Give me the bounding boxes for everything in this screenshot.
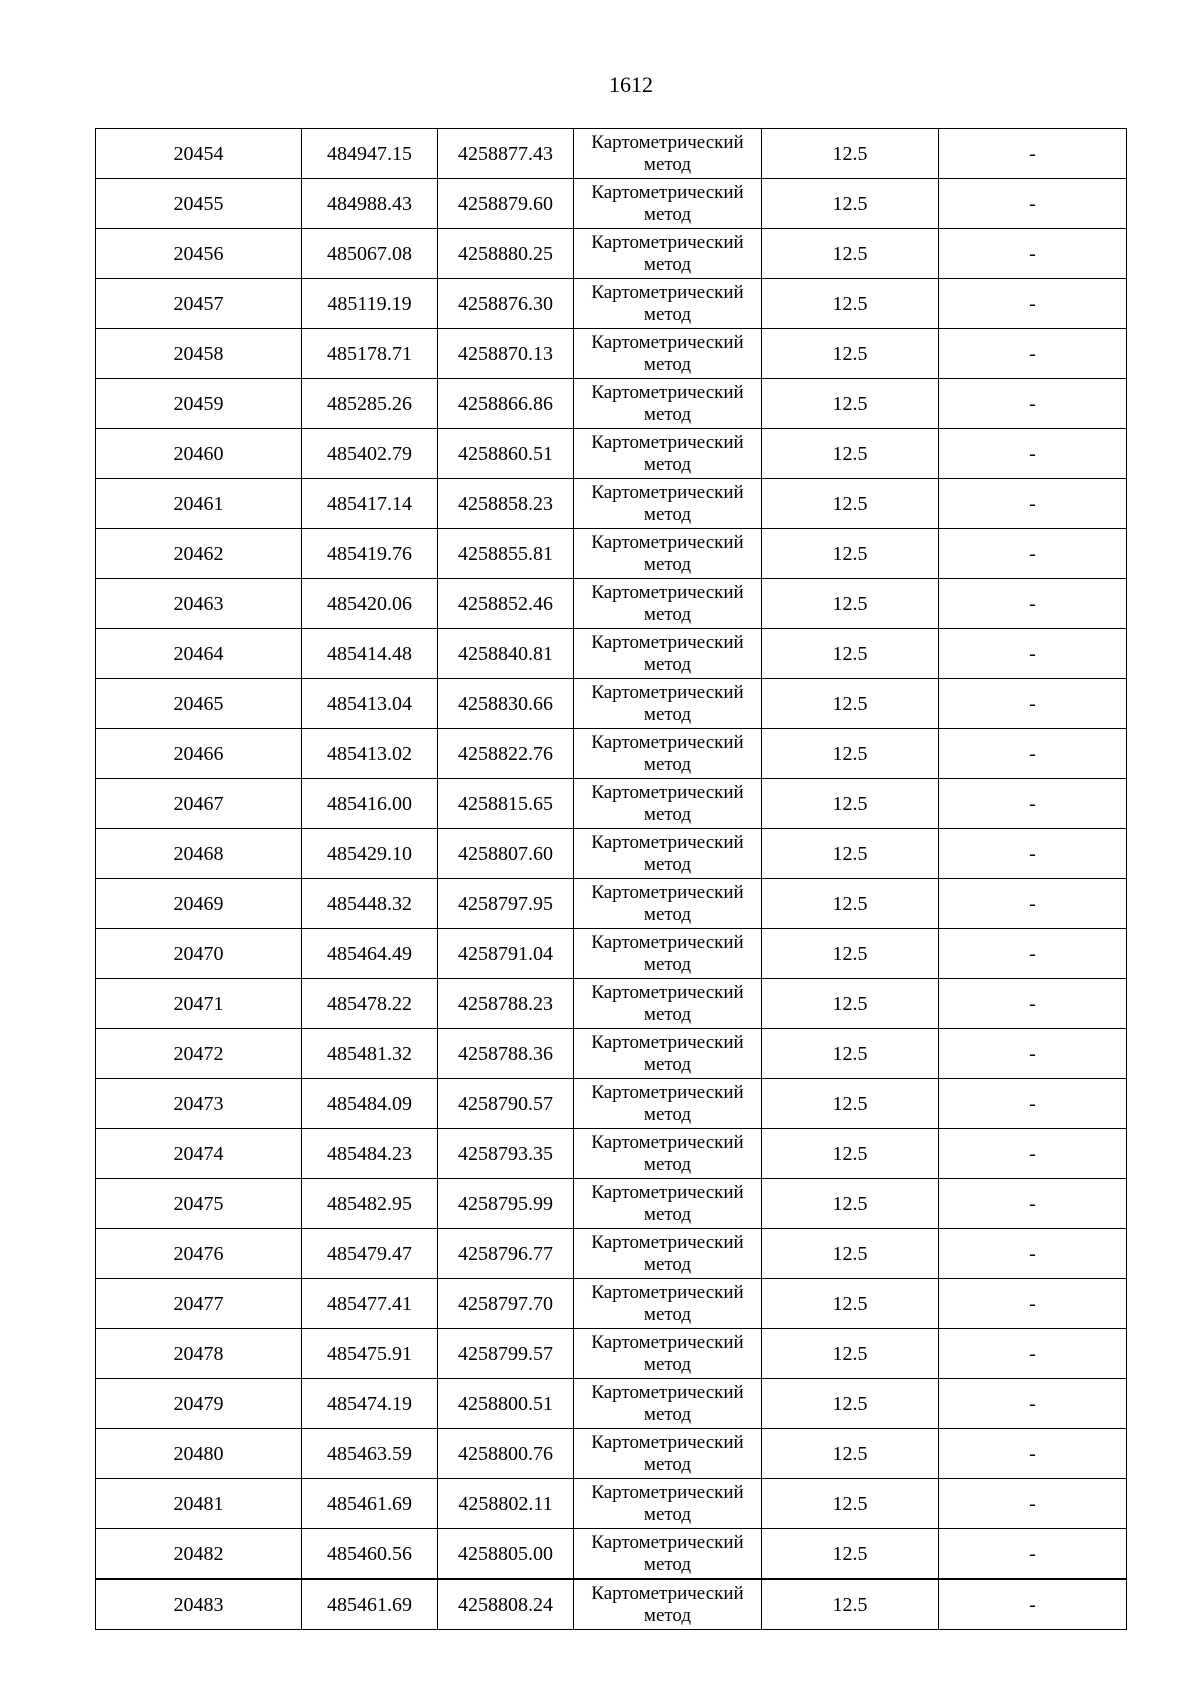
point-number-cell: 20470 — [96, 929, 302, 979]
note-cell: - — [939, 1479, 1127, 1529]
x-coordinate-cell: 485484.23 — [302, 1129, 438, 1179]
table-row — [96, 1329, 1127, 1379]
y-coordinate-cell: 4258800.51 — [438, 1379, 574, 1429]
y-coordinate-cell: 4258790.57 — [438, 1079, 574, 1129]
table-row — [96, 729, 1127, 779]
accuracy-cell: 12.5 — [762, 1229, 939, 1279]
method-cell: Картометрический метод — [574, 479, 762, 529]
accuracy-cell: 12.5 — [762, 1579, 939, 1630]
y-coordinate-cell: 4258805.00 — [438, 1529, 574, 1580]
note-cell: - — [939, 1529, 1127, 1580]
note-cell: - — [939, 929, 1127, 979]
y-coordinate-cell: 4258858.23 — [438, 479, 574, 529]
method-cell: Картометрический метод — [574, 379, 762, 429]
accuracy-cell: 12.5 — [762, 429, 939, 479]
accuracy-cell: 12.5 — [762, 1179, 939, 1229]
y-coordinate-cell: 4258788.36 — [438, 1029, 574, 1079]
note-cell: - — [939, 979, 1127, 1029]
table-row — [96, 779, 1127, 829]
method-cell: Картометрический метод — [574, 1129, 762, 1179]
note-cell: - — [939, 879, 1127, 929]
note-cell: - — [939, 629, 1127, 679]
note-cell: - — [939, 479, 1127, 529]
table-row — [96, 879, 1127, 929]
table-row — [96, 429, 1127, 479]
table-row — [96, 329, 1127, 379]
x-coordinate-cell: 485119.19 — [302, 279, 438, 329]
method-cell: Картометрический метод — [574, 1279, 762, 1329]
note-cell: - — [939, 1029, 1127, 1079]
point-number-cell: 20481 — [96, 1479, 302, 1529]
point-number-cell: 20469 — [96, 879, 302, 929]
table-row — [96, 929, 1127, 979]
y-coordinate-cell: 4258802.11 — [438, 1479, 574, 1529]
method-cell: Картометрический метод — [574, 279, 762, 329]
y-coordinate-cell: 4258840.81 — [438, 629, 574, 679]
note-cell: - — [939, 1279, 1127, 1329]
y-coordinate-cell: 4258877.43 — [438, 129, 574, 179]
method-cell: Картометрический метод — [574, 429, 762, 479]
x-coordinate-cell: 485481.32 — [302, 1029, 438, 1079]
point-number-cell: 20454 — [96, 129, 302, 179]
x-coordinate-cell: 485464.49 — [302, 929, 438, 979]
x-coordinate-cell: 485461.69 — [302, 1479, 438, 1529]
accuracy-cell: 12.5 — [762, 779, 939, 829]
y-coordinate-cell: 4258808.24 — [438, 1579, 574, 1630]
accuracy-cell: 12.5 — [762, 1479, 939, 1529]
y-coordinate-cell: 4258815.65 — [438, 779, 574, 829]
table-row — [96, 579, 1127, 629]
note-cell: - — [939, 379, 1127, 429]
y-coordinate-cell: 4258788.23 — [438, 979, 574, 1029]
point-number-cell: 20463 — [96, 579, 302, 629]
y-coordinate-cell: 4258879.60 — [438, 179, 574, 229]
table-row — [96, 129, 1127, 179]
x-coordinate-cell: 485429.10 — [302, 829, 438, 879]
point-number-cell: 20455 — [96, 179, 302, 229]
x-coordinate-cell: 485413.02 — [302, 729, 438, 779]
accuracy-cell: 12.5 — [762, 1279, 939, 1329]
method-cell: Картометрический метод — [574, 1529, 762, 1580]
accuracy-cell: 12.5 — [762, 979, 939, 1029]
y-coordinate-cell: 4258880.25 — [438, 229, 574, 279]
y-coordinate-cell: 4258799.57 — [438, 1329, 574, 1379]
table-row — [96, 229, 1127, 279]
x-coordinate-cell: 485402.79 — [302, 429, 438, 479]
accuracy-cell: 12.5 — [762, 1529, 939, 1580]
y-coordinate-cell: 4258830.66 — [438, 679, 574, 729]
method-cell: Картометрический метод — [574, 1429, 762, 1479]
point-number-cell: 20475 — [96, 1179, 302, 1229]
accuracy-cell: 12.5 — [762, 829, 939, 879]
x-coordinate-cell: 485416.00 — [302, 779, 438, 829]
table-row — [96, 629, 1127, 679]
table-row — [96, 1429, 1127, 1479]
x-coordinate-cell: 485461.69 — [302, 1579, 438, 1630]
note-cell: - — [939, 829, 1127, 879]
y-coordinate-cell: 4258860.51 — [438, 429, 574, 479]
accuracy-cell: 12.5 — [762, 929, 939, 979]
table-row — [96, 1279, 1127, 1329]
y-coordinate-cell: 4258793.35 — [438, 1129, 574, 1179]
table-body — [96, 129, 1127, 1630]
x-coordinate-cell: 485460.56 — [302, 1529, 438, 1580]
point-number-cell: 20467 — [96, 779, 302, 829]
accuracy-cell: 12.5 — [762, 1329, 939, 1379]
table-row — [96, 1079, 1127, 1129]
x-coordinate-cell: 485413.04 — [302, 679, 438, 729]
x-coordinate-cell: 485478.22 — [302, 979, 438, 1029]
accuracy-cell: 12.5 — [762, 479, 939, 529]
accuracy-cell: 12.5 — [762, 279, 939, 329]
method-cell: Картометрический метод — [574, 679, 762, 729]
method-cell: Картометрический метод — [574, 1079, 762, 1129]
method-cell: Картометрический метод — [574, 1479, 762, 1529]
method-cell: Картометрический метод — [574, 329, 762, 379]
point-number-cell: 20473 — [96, 1079, 302, 1129]
method-cell: Картометрический метод — [574, 529, 762, 579]
point-number-cell: 20482 — [96, 1529, 302, 1580]
accuracy-cell: 12.5 — [762, 379, 939, 429]
coordinates-table — [95, 128, 1127, 1630]
y-coordinate-cell: 4258797.95 — [438, 879, 574, 929]
point-number-cell: 20479 — [96, 1379, 302, 1429]
note-cell: - — [939, 1079, 1127, 1129]
y-coordinate-cell: 4258797.70 — [438, 1279, 574, 1329]
point-number-cell: 20476 — [96, 1229, 302, 1279]
point-number-cell: 20462 — [96, 529, 302, 579]
x-coordinate-cell: 485477.41 — [302, 1279, 438, 1329]
table-row — [96, 479, 1127, 529]
method-cell: Картометрический метод — [574, 629, 762, 679]
table-row — [96, 1229, 1127, 1279]
x-coordinate-cell: 485463.59 — [302, 1429, 438, 1479]
point-number-cell: 20457 — [96, 279, 302, 329]
method-cell: Картометрический метод — [574, 579, 762, 629]
y-coordinate-cell: 4258870.13 — [438, 329, 574, 379]
method-cell: Картометрический метод — [574, 879, 762, 929]
accuracy-cell: 12.5 — [762, 229, 939, 279]
y-coordinate-cell: 4258791.04 — [438, 929, 574, 979]
y-coordinate-cell: 4258876.30 — [438, 279, 574, 329]
note-cell: - — [939, 579, 1127, 629]
y-coordinate-cell: 4258852.46 — [438, 579, 574, 629]
note-cell: - — [939, 529, 1127, 579]
table-row — [96, 1479, 1127, 1529]
x-coordinate-cell: 485419.76 — [302, 529, 438, 579]
table-row — [96, 279, 1127, 329]
x-coordinate-cell: 485067.08 — [302, 229, 438, 279]
accuracy-cell: 12.5 — [762, 879, 939, 929]
accuracy-cell: 12.5 — [762, 729, 939, 779]
method-cell: Картометрический метод — [574, 1229, 762, 1279]
point-number-cell: 20478 — [96, 1329, 302, 1379]
accuracy-cell: 12.5 — [762, 629, 939, 679]
y-coordinate-cell: 4258796.77 — [438, 1229, 574, 1279]
page-number: 1612 — [609, 72, 653, 97]
accuracy-cell: 12.5 — [762, 1029, 939, 1079]
table-row — [96, 679, 1127, 729]
point-number-cell: 20461 — [96, 479, 302, 529]
method-cell: Картометрический метод — [574, 1379, 762, 1429]
note-cell: - — [939, 679, 1127, 729]
accuracy-cell: 12.5 — [762, 1079, 939, 1129]
x-coordinate-cell: 485285.26 — [302, 379, 438, 429]
point-number-cell: 20471 — [96, 979, 302, 1029]
point-number-cell: 20459 — [96, 379, 302, 429]
note-cell: - — [939, 179, 1127, 229]
note-cell: - — [939, 1379, 1127, 1429]
point-number-cell: 20477 — [96, 1279, 302, 1329]
method-cell: Картометрический метод — [574, 1029, 762, 1079]
x-coordinate-cell: 485474.19 — [302, 1379, 438, 1429]
x-coordinate-cell: 485482.95 — [302, 1179, 438, 1229]
x-coordinate-cell: 485479.47 — [302, 1229, 438, 1279]
accuracy-cell: 12.5 — [762, 1379, 939, 1429]
note-cell: - — [939, 1329, 1127, 1379]
note-cell: - — [939, 729, 1127, 779]
x-coordinate-cell: 485448.32 — [302, 879, 438, 929]
table-row — [96, 1129, 1127, 1179]
point-number-cell: 20458 — [96, 329, 302, 379]
table-row — [96, 379, 1127, 429]
note-cell: - — [939, 229, 1127, 279]
point-number-cell: 20465 — [96, 679, 302, 729]
accuracy-cell: 12.5 — [762, 329, 939, 379]
y-coordinate-cell: 4258855.81 — [438, 529, 574, 579]
accuracy-cell: 12.5 — [762, 179, 939, 229]
note-cell: - — [939, 279, 1127, 329]
point-number-cell: 20474 — [96, 1129, 302, 1179]
x-coordinate-cell: 485417.14 — [302, 479, 438, 529]
y-coordinate-cell: 4258795.99 — [438, 1179, 574, 1229]
y-coordinate-cell: 4258866.86 — [438, 379, 574, 429]
table-row — [96, 1579, 1127, 1630]
note-cell: - — [939, 1229, 1127, 1279]
accuracy-cell: 12.5 — [762, 529, 939, 579]
table-row — [96, 179, 1127, 229]
accuracy-cell: 12.5 — [762, 1429, 939, 1479]
accuracy-cell: 12.5 — [762, 679, 939, 729]
note-cell: - — [939, 1429, 1127, 1479]
table-row — [96, 1029, 1127, 1079]
point-number-cell: 20483 — [96, 1579, 302, 1630]
x-coordinate-cell: 485414.48 — [302, 629, 438, 679]
accuracy-cell: 12.5 — [762, 129, 939, 179]
method-cell: Картометрический метод — [574, 129, 762, 179]
method-cell: Картометрический метод — [574, 979, 762, 1029]
method-cell: Картометрический метод — [574, 779, 762, 829]
table-row — [96, 529, 1127, 579]
point-number-cell: 20460 — [96, 429, 302, 479]
point-number-cell: 20468 — [96, 829, 302, 879]
note-cell: - — [939, 329, 1127, 379]
method-cell: Картометрический метод — [574, 1329, 762, 1379]
note-cell: - — [939, 129, 1127, 179]
x-coordinate-cell: 485420.06 — [302, 579, 438, 629]
point-number-cell: 20464 — [96, 629, 302, 679]
note-cell: - — [939, 1179, 1127, 1229]
y-coordinate-cell: 4258822.76 — [438, 729, 574, 779]
table-row — [96, 1379, 1127, 1429]
method-cell: Картометрический метод — [574, 1179, 762, 1229]
note-cell: - — [939, 779, 1127, 829]
table-row — [96, 829, 1127, 879]
method-cell: Картометрический метод — [574, 229, 762, 279]
x-coordinate-cell: 485475.91 — [302, 1329, 438, 1379]
point-number-cell: 20456 — [96, 229, 302, 279]
note-cell: - — [939, 429, 1127, 479]
x-coordinate-cell: 484947.15 — [302, 129, 438, 179]
method-cell: Картометрический метод — [574, 929, 762, 979]
x-coordinate-cell: 485178.71 — [302, 329, 438, 379]
method-cell: Картометрический метод — [574, 829, 762, 879]
accuracy-cell: 12.5 — [762, 1129, 939, 1179]
method-cell: Картометрический метод — [574, 179, 762, 229]
table-row — [96, 1179, 1127, 1229]
accuracy-cell: 12.5 — [762, 579, 939, 629]
x-coordinate-cell: 484988.43 — [302, 179, 438, 229]
note-cell: - — [939, 1129, 1127, 1179]
x-coordinate-cell: 485484.09 — [302, 1079, 438, 1129]
note-cell: - — [939, 1579, 1127, 1630]
table-row — [96, 979, 1127, 1029]
table-row — [96, 1529, 1127, 1580]
method-cell: Картометрический метод — [574, 1579, 762, 1630]
point-number-cell: 20466 — [96, 729, 302, 779]
point-number-cell: 20480 — [96, 1429, 302, 1479]
method-cell: Картометрический метод — [574, 729, 762, 779]
y-coordinate-cell: 4258800.76 — [438, 1429, 574, 1479]
point-number-cell: 20472 — [96, 1029, 302, 1079]
y-coordinate-cell: 4258807.60 — [438, 829, 574, 879]
